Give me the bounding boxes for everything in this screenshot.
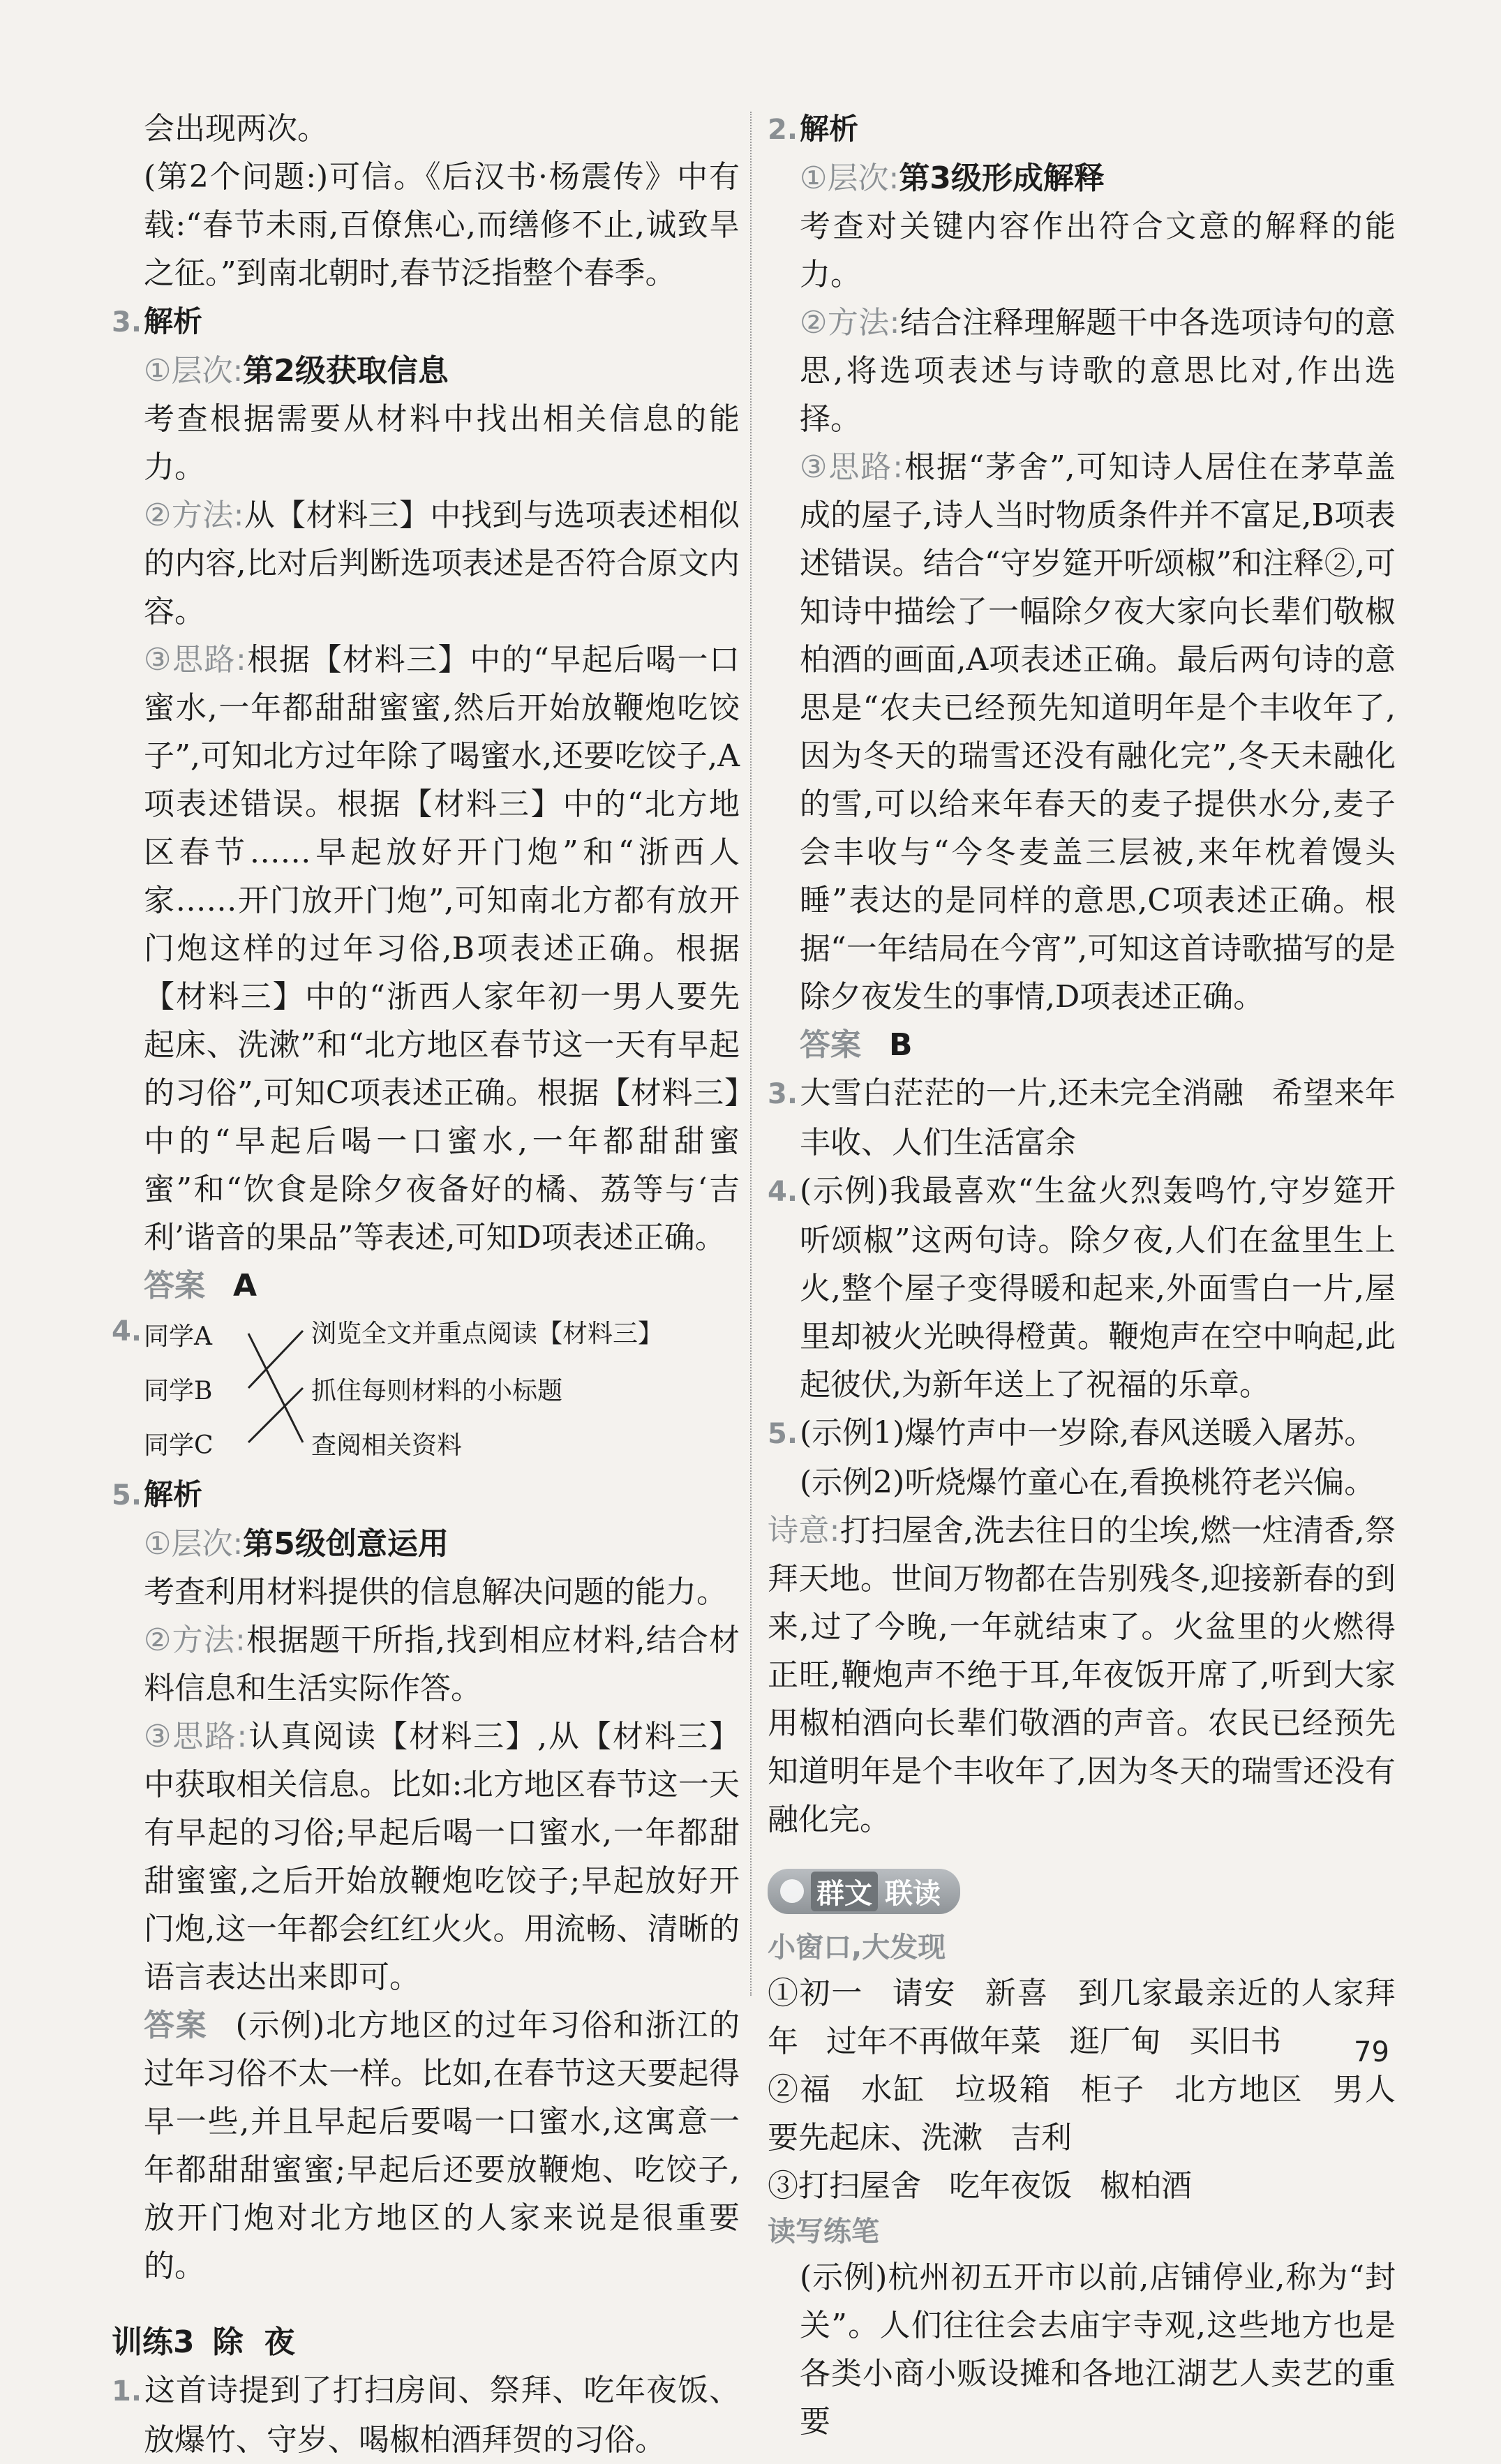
q5-example1: (示例1)爆竹声中一岁除,春风送暖入屠苏。 — [800, 1415, 1375, 1451]
cell: 吉利 — [1010, 2120, 1072, 2156]
q3-part2: 希望来年丰收、人们生活富余 — [800, 1075, 1396, 1160]
cell: 过年不再做年菜 — [826, 2024, 1041, 2059]
q5-level — [112, 1520, 740, 1568]
answer-label: 答案 — [800, 1027, 861, 1063]
q2-thought — [768, 443, 1396, 1021]
q3-method — [112, 491, 740, 636]
q3-heading — [112, 297, 740, 347]
cell: 买旧书 — [1189, 2024, 1281, 2059]
column-divider — [750, 112, 752, 1996]
q2-heading — [768, 105, 1396, 154]
banner-pill — [768, 1869, 960, 1914]
student-b: 同学B — [144, 1377, 213, 1405]
q3-number: 3. — [768, 1078, 798, 1110]
method-text: 结合注释理解题干中各选项诗句的意思,将选项表述与诗歌的意思比对,作出选择。 — [800, 305, 1396, 437]
q3-part1: 大雪白茫茫的一片,还未完全消融 — [800, 1075, 1244, 1111]
q3-title: 解析 — [144, 304, 203, 338]
cell: 柜子 — [1079, 2072, 1146, 2107]
banner-icon — [780, 1879, 804, 1903]
q5-number: 5. — [768, 1418, 798, 1450]
poem-meaning — [768, 1507, 1396, 1844]
q4-number: 4. — [112, 1315, 142, 1347]
cell: 吃年夜饭 — [949, 2168, 1072, 2204]
level-value: 第5级创意运用 — [243, 1526, 449, 1562]
poem-text: 打扫屋舍,洗去往日的尘埃,燃一炷清香,祭拜天地。世间万物都在告别残冬,迎接新春的到来,过了今晚,一年就结束了。火盆里的火燃得正旺,鞭炮声不绝于耳,年夜饭开席了,听到大家用椒柏酒向长辈们敬酒的声音。农民已经预先知道明年是个丰收年了,因为冬天的瑞雪还没有融化完。 — [768, 1513, 1396, 1837]
answer-text: (示例)北方地区的过年习俗和浙江的过年习俗不太一样。比如,在春节这天要起得早一些,并且早起后要喝一口蜜水,这寓意一年都甜甜蜜蜜;早起后还要放鞭炮、吃饺子,放开门炮对北方地区的人家来说是很重要的。 — [144, 2008, 740, 2284]
practice-title: 读写练笔 — [768, 2216, 879, 2248]
cell: ②福 — [768, 2072, 832, 2107]
q4-matching — [112, 1310, 740, 1470]
q3-item — [768, 1069, 1396, 1167]
cell: 椒柏酒 — [1100, 2168, 1192, 2204]
q5-level-desc: 考查利用材料提供的信息解决问题的能力。 — [144, 1574, 727, 1610]
training-title: 除夜 — [212, 2324, 316, 2360]
q3-thought — [112, 636, 740, 1262]
level-value: 第3级形成解释 — [899, 160, 1105, 196]
q2-title: 解析 — [800, 112, 859, 146]
method-text: 从【材料三】中找到与选项表述相似的内容,比对后判断选项表述是否符合原文内容。 — [144, 498, 740, 629]
cell: 男人要先起床、洗漱 — [768, 2072, 1396, 2156]
training-heading — [112, 2318, 740, 2366]
window-row-2 — [768, 2066, 1396, 2162]
match-line-b-a — [248, 1331, 303, 1388]
banner-part2: 联读 — [885, 1877, 941, 1910]
level-label: ①层次: — [800, 160, 899, 196]
thought-label: ③思路: — [800, 449, 904, 485]
option-1: 浏览全文并重点阅读【材料三】 — [311, 1320, 664, 1348]
level-label: ①层次: — [144, 353, 244, 389]
answer-label: 答案 — [144, 2008, 208, 2043]
cell: 北方地区 — [1173, 2072, 1304, 2107]
q5-heading — [112, 1470, 740, 1520]
method-label: ②方法: — [800, 305, 900, 341]
t1-item — [112, 2366, 740, 2464]
q3-number: 3. — [112, 306, 142, 338]
cell: 到几家最亲近的人家拜年 — [768, 1976, 1396, 2059]
option-2: 抓住每则材料的小标题 — [311, 1377, 563, 1405]
thought-label: ③思路: — [144, 642, 246, 678]
option-3: 查阅相关资料 — [311, 1431, 463, 1460]
thought-text: 认真阅读【材料三】,从【材料三】中获取相关信息。比如:北方地区春节这一天有早起的习俗;早起后喝一口蜜水,一年都甜甜蜜蜜,之后开始放鞭炮吃饺子;早起放好开门炮,这一年都会红红火火。用流畅、清晰的语言表达出来即可。 — [144, 1719, 740, 1995]
cell: 请安 — [891, 1976, 957, 2011]
cell: 垃圾箱 — [953, 2072, 1052, 2107]
cell: ③打扫屋舍 — [768, 2168, 921, 2204]
q4-number: 4. — [768, 1176, 798, 1208]
level-value: 第2级获取信息 — [243, 353, 449, 389]
student-c: 同学C — [144, 1431, 214, 1460]
cell: 逛厂甸 — [1069, 2024, 1161, 2059]
window-title: 小窗口,大发现 — [768, 1932, 946, 1964]
thought-text: 根据“茅舍”,可知诗人居住在茅草盖成的屋子,诗人当时物质条件并不富足,B项表述错误。结合“守岁筵开听颂椒”和注释②,可知诗中描绘了一幅除夕夜大家向长辈们敬椒柏酒的画面,A项表述正确。最后两句诗的意思是“农夫已经预先知道明年是个丰收年了,因为冬天的瑞雪还没有融化完”,冬天未融化的雪,可以给来年春天的麦子提供水分,麦子会丰收与“今冬麦盖三层被,来年枕着馒头睡”表达的是同样的意思,C项表述正确。根据“一年结局在今宵”,可知这首诗歌描写的是除夕夜发生的事情,D项表述正确。 — [800, 449, 1396, 1015]
q3-answer — [112, 1262, 740, 1310]
q3-level — [112, 347, 740, 395]
answer-value: B — [889, 1027, 913, 1063]
t1-text: 这首诗提到了打扫房间、祭拜、吃年夜饭、放爆竹、守岁、喝椒柏酒拜贺的习俗。 — [144, 2373, 740, 2458]
answer-paragraph: (第2个问题:)可信。《后汉书·杨震传》中有载:“春节未雨,百僚焦心,而缮修不止,诚致旱之征。”到南北朝时,春节泛指整个春季。 — [144, 159, 740, 291]
q3-level-desc: 考查根据需要从材料中找出相关信息的能力。 — [144, 401, 740, 485]
training-label: 训练3 — [112, 2324, 195, 2360]
banner-part1: 群文 — [811, 1872, 878, 1911]
q2-answer — [768, 1021, 1396, 1069]
page-number: 79 — [1354, 2036, 1389, 2068]
window-row-3 — [768, 2162, 1396, 2210]
q4-item — [768, 1167, 1396, 1409]
right-column — [768, 105, 1396, 2446]
q5-example2: (示例2)听烧爆竹童心在,看换桃符老兴偏。 — [800, 1465, 1375, 1500]
q5-method — [112, 1616, 740, 1712]
method-text: 根据题干所指,找到相应材料,结合材料信息和生活实际作答。 — [144, 1622, 740, 1706]
match-line-a-c — [248, 1334, 303, 1442]
window-row-1 — [768, 1969, 1396, 2066]
poem-label: 诗意: — [768, 1513, 840, 1548]
answer-value: A — [233, 1268, 257, 1304]
q5-number: 5. — [112, 1479, 142, 1511]
cell: 水缸 — [860, 2072, 926, 2107]
text-line: 会出现两次。 — [144, 111, 328, 147]
q2-level-desc: 考查对关键内容作出符合文意的解释的能力。 — [800, 209, 1396, 292]
q2-method — [768, 299, 1396, 443]
thought-text: 根据【材料三】中的“早起后喝一口蜜水,一年都甜甜蜜蜜,然后开始放鞭炮吃饺子”,可知北方过年除了喝蜜水,还要吃饺子,A项表述错误。根据【材料三】中的“北方地区春节……早起放好开门炮”和“浙西人家……开门放开门炮”,可知南北方都有放开门炮这样的过年习俗,B项表述正确。根据【材料三】中的“浙西人家年初一男人要先起床、洗漱”和“北方地区春节这一天有早起的习俗”,可知C项表述正确。根据【材料三】中的“早起后喝一口蜜水,一年都甜甜蜜蜜”和“饮食是除夕夜备好的橘、荔等与‘吉利’谐音的果品”等表述,可知D项表述正确。 — [144, 642, 740, 1255]
answer-label: 答案 — [144, 1268, 205, 1304]
q5-item — [768, 1409, 1396, 1458]
t1-number: 1. — [112, 2375, 142, 2407]
group-reading-banner — [768, 1863, 1396, 1919]
cell: ①初一 — [768, 1976, 864, 2011]
q4-text: (示例)我最喜欢“生盆火烈轰鸣竹,守岁筵开听颂椒”这两句诗。除夕夜,人们在盆里生上火,整个屋子变得暖和起来,外面雪白一片,屋里却被火光映得橙黄。鞭炮声在空中响起,此起彼伏,为新年送上了祝福的乐章。 — [800, 1173, 1396, 1403]
left-column — [112, 105, 740, 2464]
level-label: ①层次: — [144, 1526, 244, 1562]
q5-title: 解析 — [144, 1477, 203, 1511]
matching-diagram — [144, 1310, 740, 1470]
q5-thought — [112, 1712, 740, 2001]
match-line-c-b — [248, 1388, 303, 1442]
practice-text: (示例)杭州初五开市以前,店铺停业,称为“封关”。人们往往会去庙宇寺观,这些地方也是各类小商小贩设摊和各地江湖艺人卖艺的重要 — [800, 2260, 1396, 2440]
method-label: ②方法: — [144, 498, 244, 533]
student-a: 同学A — [144, 1322, 212, 1351]
thought-label: ③思路: — [144, 1719, 248, 1754]
q2-level — [768, 154, 1396, 202]
q5-answer — [112, 2001, 740, 2290]
cell: 新喜 — [984, 1976, 1050, 2011]
q2-number: 2. — [768, 114, 798, 146]
method-label: ②方法: — [144, 1622, 246, 1658]
